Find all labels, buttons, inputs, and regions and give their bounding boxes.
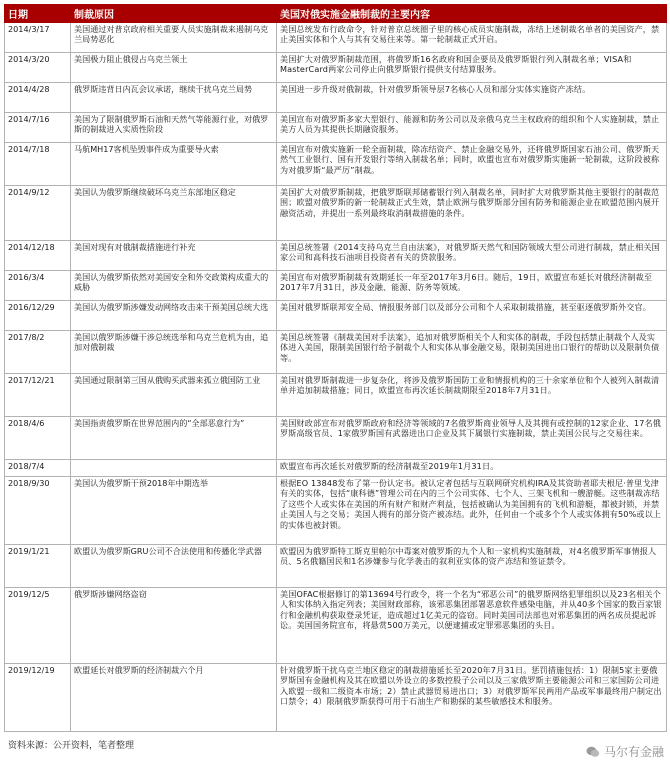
- table-row: [5, 301, 667, 331]
- row-date: 2014/12/18: [5, 241, 71, 271]
- row-measures: 美国对俄罗斯联邦安全局、情报服务部门以及部分公司和个人采取制裁措施，甚至驱逐俄罗斯外交官。: [277, 301, 667, 331]
- table-row: [5, 113, 667, 143]
- row-cause: 美国为了限制俄罗斯石油和天然气等能源行业，对俄罗斯的制裁进入实质性阶段: [71, 113, 277, 143]
- row-date: 2014/3/17: [5, 23, 71, 53]
- row-date: 2019/1/21: [5, 545, 71, 588]
- table-header: [5, 5, 667, 23]
- row-cause: [71, 460, 277, 477]
- row-measures: 美国扩大对俄罗斯制裁，把俄罗斯联邦储蓄银行列入制裁名单，同时扩大对俄罗斯其他主要银行的制裁范围；欧盟对俄罗斯的新一轮制裁正式生效，禁止欧洲与俄罗斯部分国有防务和能源企业在欧盟范围内展开融资活动，并提出一系列最终取消制裁措施的条件。: [277, 186, 667, 241]
- row-measures: 美国财政部宣布对俄罗斯政府和经济等领域的7名俄罗斯商业领导人及其拥有或控制的12家企业、17名俄罗斯高级官员、1家俄罗斯国有武器进出口企业及其下属银行实施制裁，禁止美国公民与之交易往来。: [277, 417, 667, 460]
- table-row: [5, 664, 667, 732]
- table-row: [5, 477, 667, 545]
- row-cause: 美国通过限制第三国从俄购买武器来孤立俄国防工业: [71, 374, 277, 417]
- row-measures: 美国OFAC根据修订的第13694号行政令，将一个名为“邪恶公司”的俄罗斯网络犯罪组织以及23名相关个人和实体纳入指定列表；美国财政部称，该邪恶集团部署恶意软件感染电脑，并从40多个国家的数百家银行和金融机构获取登录凭证，造成超过1亿美元的盗窃。同时美国司法部也对邪恶集团的两名成员提起诉讼。美国国务院宣布，将悬赏500万美元，以便逮捕或定罪邪恶集团的头目。: [277, 588, 667, 664]
- row-cause: 欧盟认为俄罗斯GRU公司不合法使用和传播化学武器: [71, 545, 277, 588]
- row-cause: 美国认为俄罗斯涉嫌发动网络攻击来干预美国总统大选: [71, 301, 277, 331]
- table-row: [5, 417, 667, 460]
- table-row: [5, 23, 667, 53]
- row-cause: 美国认为俄罗斯继续破坏乌克兰东部地区稳定: [71, 186, 277, 241]
- table-row: [5, 241, 667, 271]
- source-note: 资料来源：公开资料，笔者整理: [8, 741, 135, 751]
- row-cause: 俄罗斯涉嫌网络盗窃: [71, 588, 277, 664]
- row-measures: 美国扩大对俄罗斯制裁范围，将俄罗斯16名政府和国企要员及俄罗斯银行列入制裁名单；VISA和MasterCard两家公司停止向俄罗斯银行提供支付结算服务。: [277, 53, 667, 83]
- watermark-text: 马尔有金融: [603, 745, 664, 759]
- row-measures: 美国宣布对俄罗斯多家大型银行、能源和防务公司以及亲俄乌克兰主权政府的组织和个人实施制裁，禁止美方人员为其提供长期融资服务。: [277, 113, 667, 143]
- row-measures: 根据EO 13848发布了第一份认定书。被认定者包括与互联网研究机构IRA及其资助者耶夫根尼·普里戈津有关的实体，包括“康科德”管理公司在内的三个公司实体、七个人、三架飞机和一艘游艇。这些制裁冻结了这些个人或实体在美国的所有财产和财产利益，包括被确认为美国拥有的飞机和游艇，都被封锁，并禁止美国人与之交易；美国人拥有的部分资产被冻结。此外，任何由一个或多个个人或实体拥有50%或以上的实体也被封锁。: [277, 477, 667, 545]
- row-cause: 美国通过对普京政府相关重要人员实施制裁来遏制乌克兰局势恶化: [71, 23, 277, 53]
- row-date: 2019/12/19: [5, 664, 71, 732]
- row-date: 2017/12/21: [5, 374, 71, 417]
- row-measures: 美国总统签署《2014支持乌克兰自由法案》，对俄罗斯天然气和国防领域大型公司进行制裁，禁止相关国家公司和高科技石油项目投资者有关的贷款服务。: [277, 241, 667, 271]
- row-measures: 针对俄罗斯干扰乌克兰地区稳定的制裁措施延长至2020年7月31日。惩罚措施包括：1）限制5家主要俄罗斯国有金融机构及其在欧盟以外设立的多数控股子公司以及三家俄罗斯主要能源公司和三家国防公司进入欧盟一级和二级资本市场；2）禁止武器贸易进出口；3）对俄罗斯军民两用产品或军事最终用户制定出口禁令；4）限制俄罗斯获得可用于石油生产和勘探的某些敏感技术和服务。: [277, 664, 667, 732]
- table-row: [5, 545, 667, 588]
- row-cause: 美国指责俄罗斯在世界范围内的“全部恶意行为”: [71, 417, 277, 460]
- row-measures: 美国总统签署《制裁美国对手法案》，追加对俄罗斯相关个人和实体的制裁，手段包括禁止制裁个人及实体进入美国，限制美国银行给予制裁个人和实体从事金融交易，限制美国进出口银行的帮助以及限制负债等。: [277, 331, 667, 374]
- row-date: 2014/7/18: [5, 143, 71, 186]
- table-row: [5, 53, 667, 83]
- row-measures: 美国进一步升级对俄制裁，针对俄罗斯领导层7名核心人员和部分实体实施资产冻结。: [277, 83, 667, 113]
- row-date: 2014/7/16: [5, 113, 71, 143]
- table-row: [5, 374, 667, 417]
- row-date: 2018/9/30: [5, 477, 71, 545]
- row-date: 2014/4/28: [5, 83, 71, 113]
- row-cause: 俄罗斯违背日内瓦会议承诺，继续干扰乌克兰局势: [71, 83, 277, 113]
- header-cause: 制裁原因: [71, 5, 277, 23]
- table-row: [5, 143, 667, 186]
- row-cause: 美国认为俄罗斯依然对美国安全和外交政策构成重大的威胁: [71, 271, 277, 301]
- row-date: 2017/8/2: [5, 331, 71, 374]
- row-date: 2018/4/6: [5, 417, 71, 460]
- header-measures: 美国对俄实施金融制裁的主要内容: [277, 5, 667, 23]
- table-row: [5, 83, 667, 113]
- table-row: [5, 271, 667, 301]
- row-date: 2019/12/5: [5, 588, 71, 664]
- row-date: 2016/3/4: [5, 271, 71, 301]
- row-cause: 马航MH17客机坠毁事件成为重要导火索: [71, 143, 277, 186]
- table-row: [5, 331, 667, 374]
- sanctions-table: [4, 4, 667, 732]
- row-cause: 美国极力阻止俄侵占乌克兰领土: [71, 53, 277, 83]
- row-measures: 欧盟宣布再次延长对俄罗斯的经济制裁至2019年1月31日。: [277, 460, 667, 477]
- row-date: 2014/9/12: [5, 186, 71, 241]
- row-date: 2014/3/20: [5, 53, 71, 83]
- row-measures: 美国宣布对俄实施新一轮全面制裁，除冻结资产、禁止金融交易外，还将俄罗斯国家石油公司、俄罗斯天然气工业银行、国有开发银行等纳入制裁名单；同时，欧盟也宣布对俄罗斯实施新一轮制裁，这阶段被称为对俄罗斯“最严厉”制裁。: [277, 143, 667, 186]
- table-row: [5, 588, 667, 664]
- table-row: [5, 186, 667, 241]
- row-measures: 欧盟因为俄罗斯特工斯克里帕尔中毒案对俄罗斯的九个人和一家机构实施制裁，对4名俄罗斯军事情报人员、5名俄籍国民和1名涉嫌参与化学袭击的叙利亚实体的资产冻结和签证禁令。: [277, 545, 667, 588]
- table-row: [5, 460, 667, 477]
- row-date: 2018/7/4: [5, 460, 71, 477]
- row-measures: 美国总统发布行政命令，针对普京总统圈子里的核心成员实施制裁，冻结上述制裁名单者的美国资产，禁止美国实体和个人与其有交易往来等。第一轮制裁正式开启。: [277, 23, 667, 53]
- row-measures: 美国宣布对俄罗斯制裁有效期延长一年至2017年3月6日。随后，19日，欧盟宣布延长对俄经济制裁至2017年7月31日，涉及金融、能源、防务等领域。: [277, 271, 667, 301]
- row-cause: 美国认为俄罗斯干预2018年中期选举: [71, 477, 277, 545]
- row-measures: 美国对俄罗斯制裁进一步复杂化，将涉及俄罗斯国防工业和情报机构的三十余家单位和个人被列入制裁清单并追加制裁措施；同日，欧盟宣布再次延长制裁期限至2018年7月31日。: [277, 374, 667, 417]
- header-date: 日期: [5, 5, 71, 23]
- watermark: [586, 743, 664, 760]
- row-cause: 美国以俄罗斯涉嫌干涉总统选举和乌克兰危机为由，追加对俄制裁: [71, 331, 277, 374]
- row-cause: 欧盟延长对俄罗斯的经济制裁六个月: [71, 664, 277, 732]
- row-date: 2016/12/29: [5, 301, 71, 331]
- wechat-logo-icon: [586, 745, 600, 759]
- row-cause: 美国对现有对俄制裁措施进行补充: [71, 241, 277, 271]
